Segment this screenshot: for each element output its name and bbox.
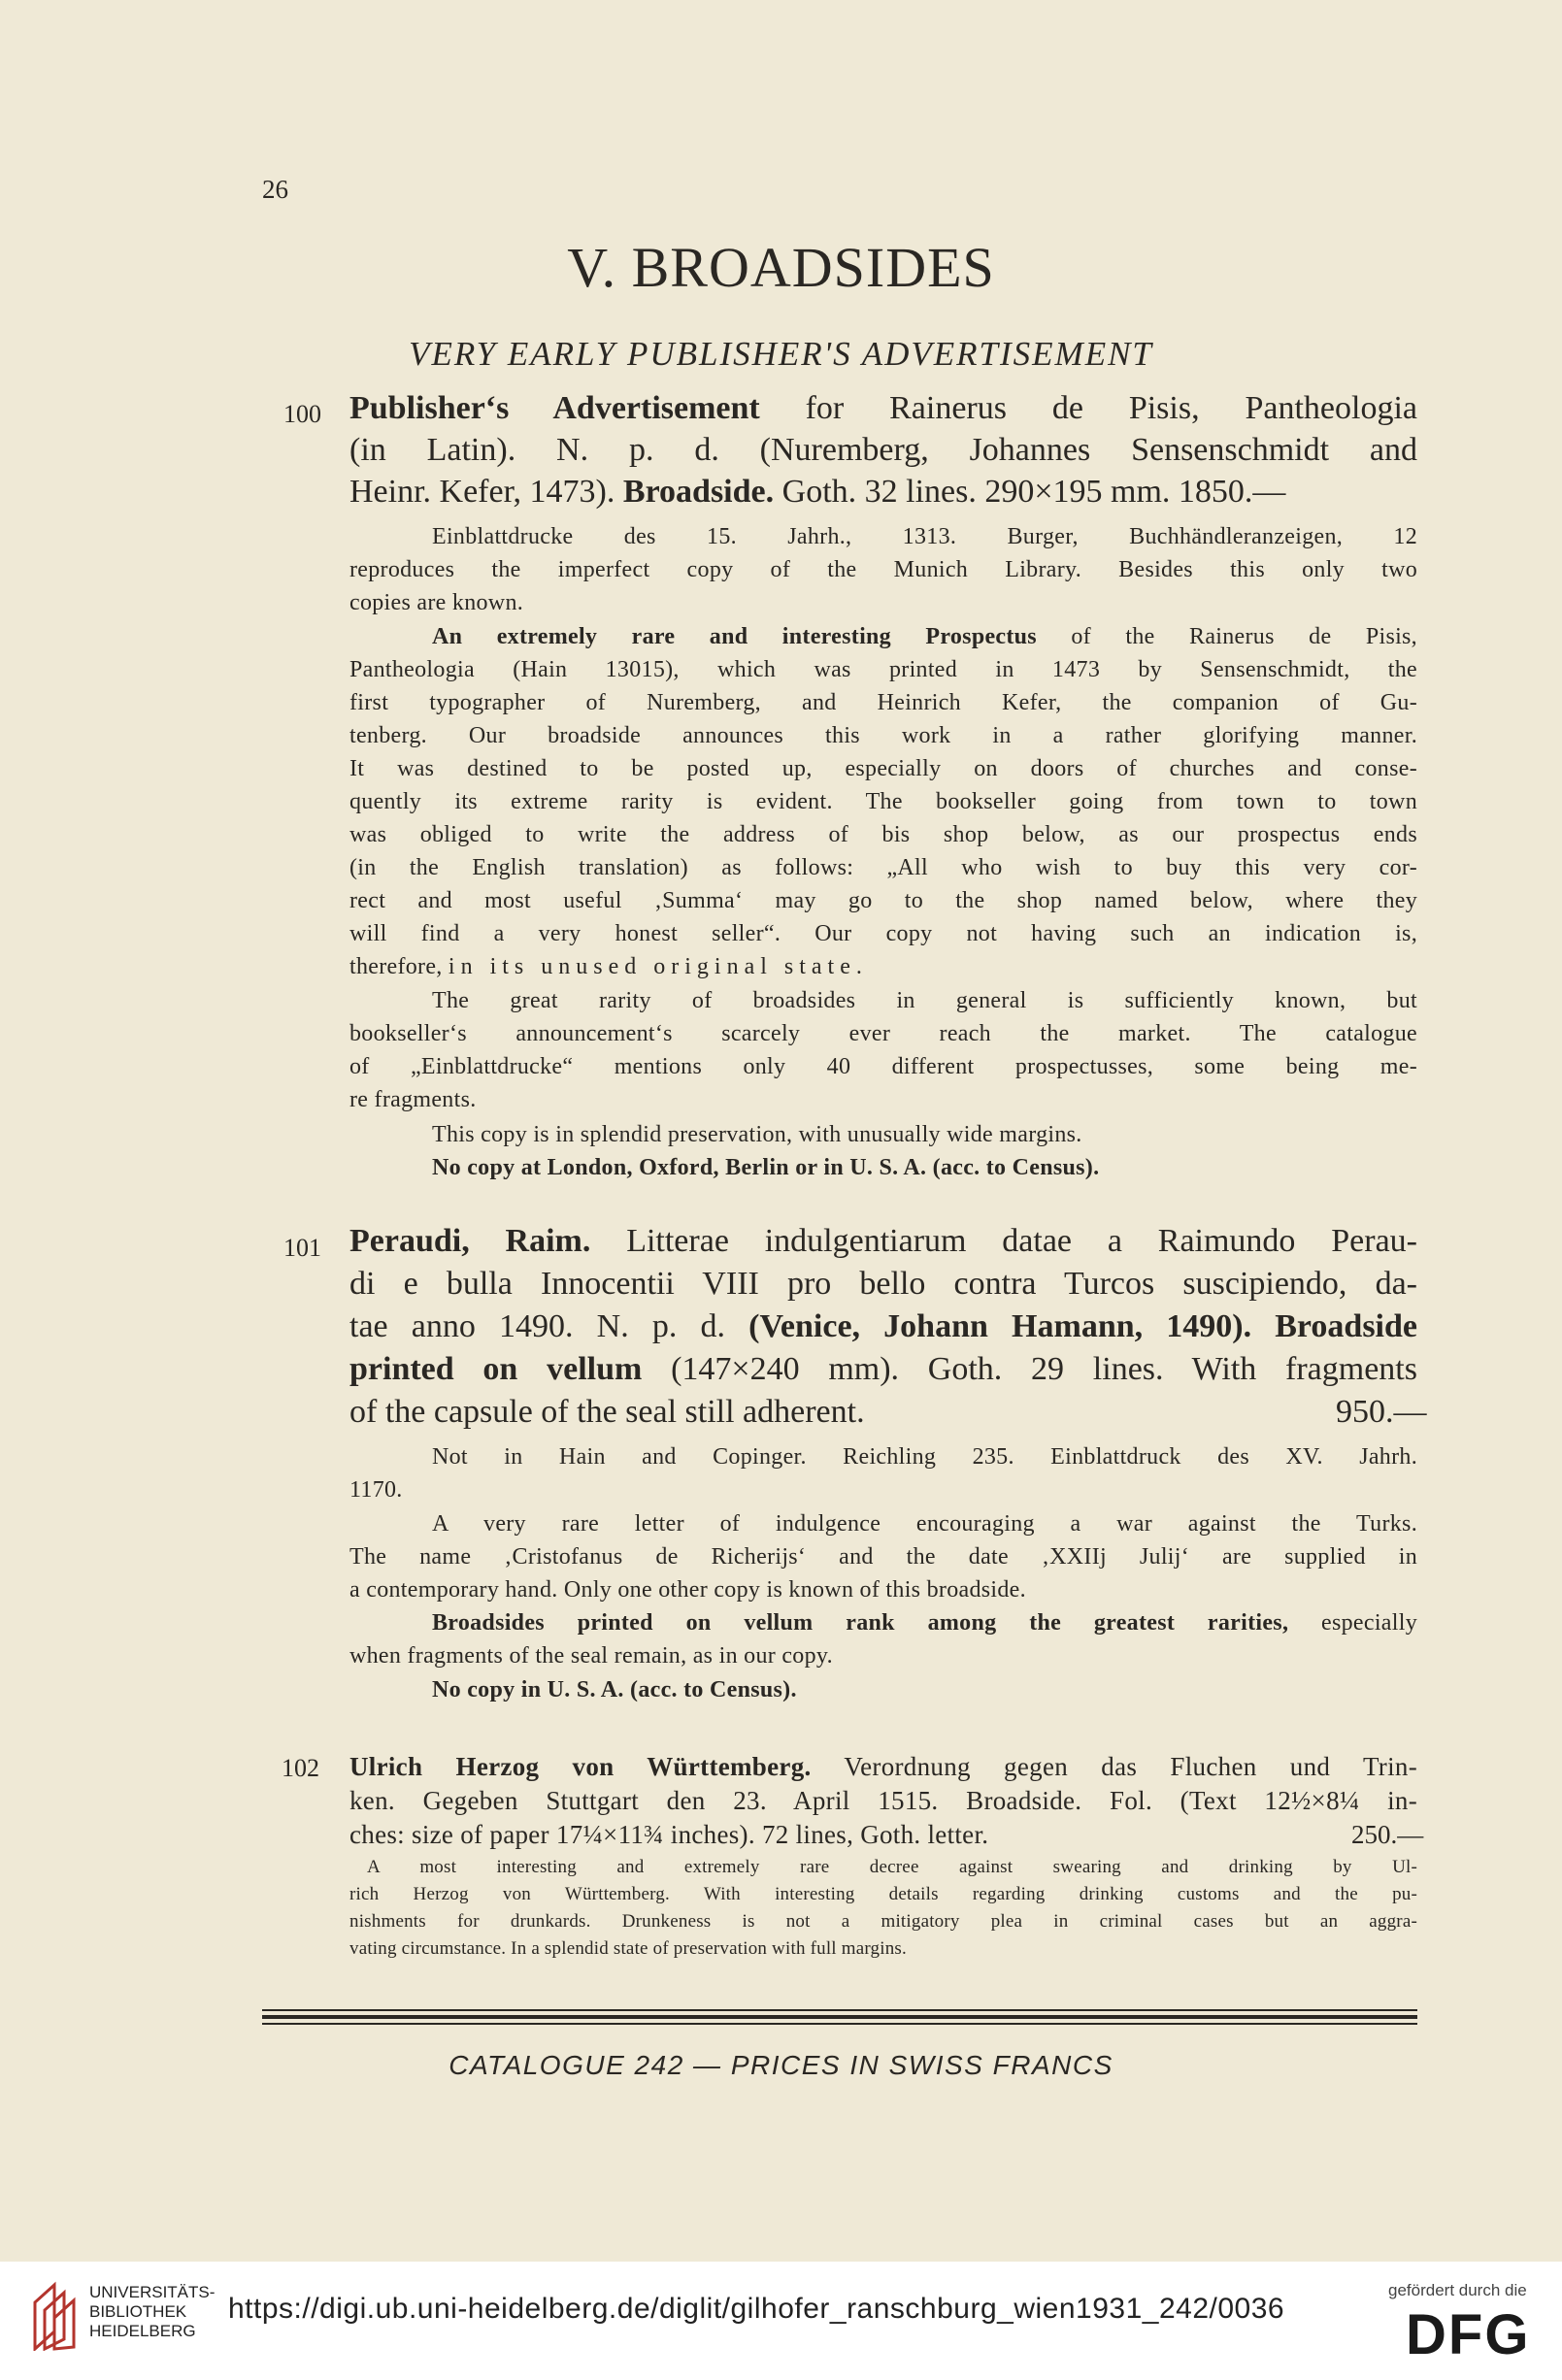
entry-100-p3-line: re fragments. — [349, 1087, 477, 1112]
entry-100-p2-line: (in the English translation) as follows: „All who wish to buy this very cor- — [349, 855, 1417, 880]
entry-100-p2-line: first typographer of Nuremberg, and Heinrich Kefer, the companion of Gu- — [349, 690, 1417, 715]
entry-100-p2-bold: An extremely rare and interesting Prospectus — [432, 624, 1037, 649]
entry-102-title: Ulrich Herzog von Württemberg. — [349, 1752, 812, 1781]
entry-100-heading-line-3 — [349, 474, 1417, 511]
entry-100-imprint: Heinr. Kefer, 1473). — [349, 474, 623, 510]
section-title: V. BROADSIDES — [567, 236, 995, 299]
source-url-link[interactable]: https://digi.ub.uni-heidelberg.de/diglit/gilhofer_ranschburg_wien1931_242/0036 — [228, 2293, 1285, 2325]
entry-100-p2-line — [432, 624, 1417, 650]
library-name — [89, 2283, 215, 2341]
entry-101-heading-text: Litterae indulgentiarum datae a Raimundo Perau- — [590, 1223, 1417, 1259]
footer-rule-thin — [262, 2009, 1417, 2011]
entry-101-p1-line: 1170. — [349, 1477, 403, 1503]
entry-101-p2-line: A very rare letter of indulgence encouraging a war against the Turks. — [432, 1511, 1417, 1537]
entry-100-details-price: Goth. 32 lines. 290×195 mm. 1850.— — [774, 474, 1286, 510]
library-name-line: HEIDELBERG — [89, 2322, 196, 2340]
library-name-line: BIBLIOTHEK — [89, 2302, 187, 2321]
entry-number-100: 100 — [283, 400, 321, 428]
entry-100-p1-line: copies are known. — [349, 590, 524, 615]
entry-100-format: Broadside. — [622, 474, 775, 510]
entry-101-p2-line: The name ‚Cristofanus de Richerijs‘ and the date ‚XXIIj Julij‘ are supplied in — [349, 1544, 1417, 1570]
entry-101-p1-line: Not in Hain and Copinger. Reichling 235. Einblattdruck des XV. Jahrh. — [432, 1444, 1417, 1470]
library-name-line: UNIVERSITÄTS- — [89, 2283, 216, 2301]
entry-102-note-line: A most interesting and extremely rare decree against swearing and drinking by Ul- — [367, 1857, 1417, 1877]
entry-102-heading-text: Verordnung gegen das Fluchen und Trin- — [811, 1752, 1417, 1781]
section-subtitle: VERY EARLY PUBLISHER'S ADVERTISEMENT — [409, 335, 1153, 373]
entry-102-heading-line-2: ken. Gegeben Stuttgart den 23. April 1515. Broadside. Fol. (Text 12½×8¼ in- — [349, 1786, 1417, 1815]
entry-102-note-line: vating circumstance. In a splendid state of preservation with full margins. — [349, 1938, 907, 1959]
entry-100-p3-line: bookseller‘s announcement‘s scarcely ever reach the market. The catalogue — [349, 1021, 1417, 1046]
entry-100-p2-line: Pantheologia (Hain 13015), which was printed in 1473 by Sensenschmidt, the — [349, 657, 1417, 682]
entry-100-p2-rest: of the Rainerus de Pisis, — [1036, 624, 1417, 649]
catalogue-footer: CATALOGUE 242 — PRICES IN SWISS FRANCS — [449, 2050, 1113, 2080]
entry-100-p1-line: Einblattdrucke des 15. Jahrh., 1313. Burger, Buchhändleranzeigen, 12 — [432, 524, 1417, 549]
entry-102-note-line: nishments for drunkards. Drunkeness is not a mitigatory plea in criminal cases but an aggra- — [349, 1911, 1417, 1932]
entry-102-note-line: rich Herzog von Württemberg. With interesting details regarding drinking customs and the pu- — [349, 1884, 1417, 1904]
entry-101-p3-line — [432, 1610, 1417, 1636]
entry-100-heading-line-2: (in Latin). N. p. d. (Nuremberg, Johannes Sensenschmidt and — [349, 432, 1417, 468]
entry-101-heading-line-2: di e bulla Innocentii VIII pro bello contra Turcos suscipiendo, da- — [349, 1266, 1417, 1302]
entry-100-title: Publisher‘s Advertisement — [349, 390, 760, 426]
entry-102-heading-line-1 — [349, 1752, 1417, 1782]
entry-100-p2-last-text: therefore, — [349, 954, 449, 979]
entry-number-101: 101 — [283, 1234, 321, 1262]
entry-100-census-note: No copy at London, Oxford, Berlin or in U. S. A. (acc. to Census). — [432, 1155, 1100, 1180]
footer-rule-thick — [262, 2015, 1417, 2019]
entry-100-p1-line: reproduces the imperfect copy of the Munich Library. Besides this only two — [349, 557, 1417, 582]
entry-101-details: (147×240 mm). Goth. 29 lines. With fragments — [642, 1351, 1417, 1387]
entry-101-p3-rest: especially — [1288, 1610, 1417, 1636]
entry-101-format: printed on vellum — [349, 1351, 643, 1387]
entry-101-p3-bold: Broadsides printed on vellum rank among the greatest rarities, — [432, 1610, 1289, 1636]
entry-100-p2-line: tenberg. Our broadside announces this work in a rather glorifying manner. — [349, 723, 1417, 748]
entry-100-p3-line: The great rarity of broadsides in general is sufficiently known, but — [432, 988, 1417, 1013]
entry-100-p2-line: will find a very honest seller“. Our copy not having such an indication is, — [349, 921, 1417, 946]
dfg-logo: DFG — [1406, 2303, 1531, 2366]
entry-101-p2-line: a contemporary hand. Only one other copy is known of this broadside. — [349, 1577, 1026, 1603]
entry-101-imprint: (Venice, Johann Hamann, 1490). Broadside — [748, 1308, 1417, 1344]
entry-100-p2-line: rect and most useful ‚Summa‘ may go to the shop named below, where they — [349, 888, 1417, 913]
entry-101-heading-line-4 — [349, 1351, 1417, 1388]
entry-100-p2-line: It was destined to be posted up, especially on doors of churches and conse- — [349, 756, 1417, 781]
page-number: 26 — [262, 175, 288, 204]
entry-100-heading-line-1 — [349, 390, 1417, 427]
entry-100-p4: This copy is in splendid preservation, with unusually wide margins. — [432, 1122, 1082, 1147]
entry-100-p2-line: was obliged to write the address of bis shop below, as our prospectus ends — [349, 822, 1417, 847]
entry-101-title: Peraudi, Raim. — [349, 1223, 591, 1259]
entry-102-price: 250.— — [1351, 1820, 1424, 1849]
entry-100-p2-spaced-text: in its unused original state. — [448, 954, 868, 979]
entry-101-heading-line-1 — [349, 1223, 1417, 1260]
entry-101-p3-line: when fragments of the seal remain, as in our copy. — [349, 1643, 833, 1669]
entry-101-heading-line-5: of the capsule of the seal still adherent. — [349, 1394, 865, 1430]
entry-100-p2-line: quently its extreme rarity is evident. The bookseller going from town to town — [349, 789, 1417, 814]
entry-101-heading-text: tae anno 1490. N. p. d. — [349, 1308, 749, 1344]
funded-by-label: gefördert durch die — [1388, 2281, 1527, 2299]
entry-101-census-note: No copy in U. S. A. (acc. to Census). — [432, 1677, 797, 1702]
entry-100-p2-line — [349, 954, 1417, 980]
entry-100-heading-text: for Rainerus de Pisis, Pantheologia — [759, 390, 1417, 426]
entry-100-p3-line: of „Einblattdrucke“ mentions only 40 different prospectusses, some being me- — [349, 1054, 1417, 1079]
entry-number-102: 102 — [282, 1754, 319, 1782]
entry-101-price: 950.— — [1336, 1394, 1427, 1430]
footer-rule-thin — [262, 2023, 1417, 2025]
entry-102-heading-line-3: ches: size of paper 17¼×11¾ inches). 72 lines, Goth. letter. — [349, 1820, 989, 1849]
ub-heidelberg-logo-icon — [29, 2281, 83, 2351]
entry-101-heading-line-3 — [349, 1308, 1417, 1345]
